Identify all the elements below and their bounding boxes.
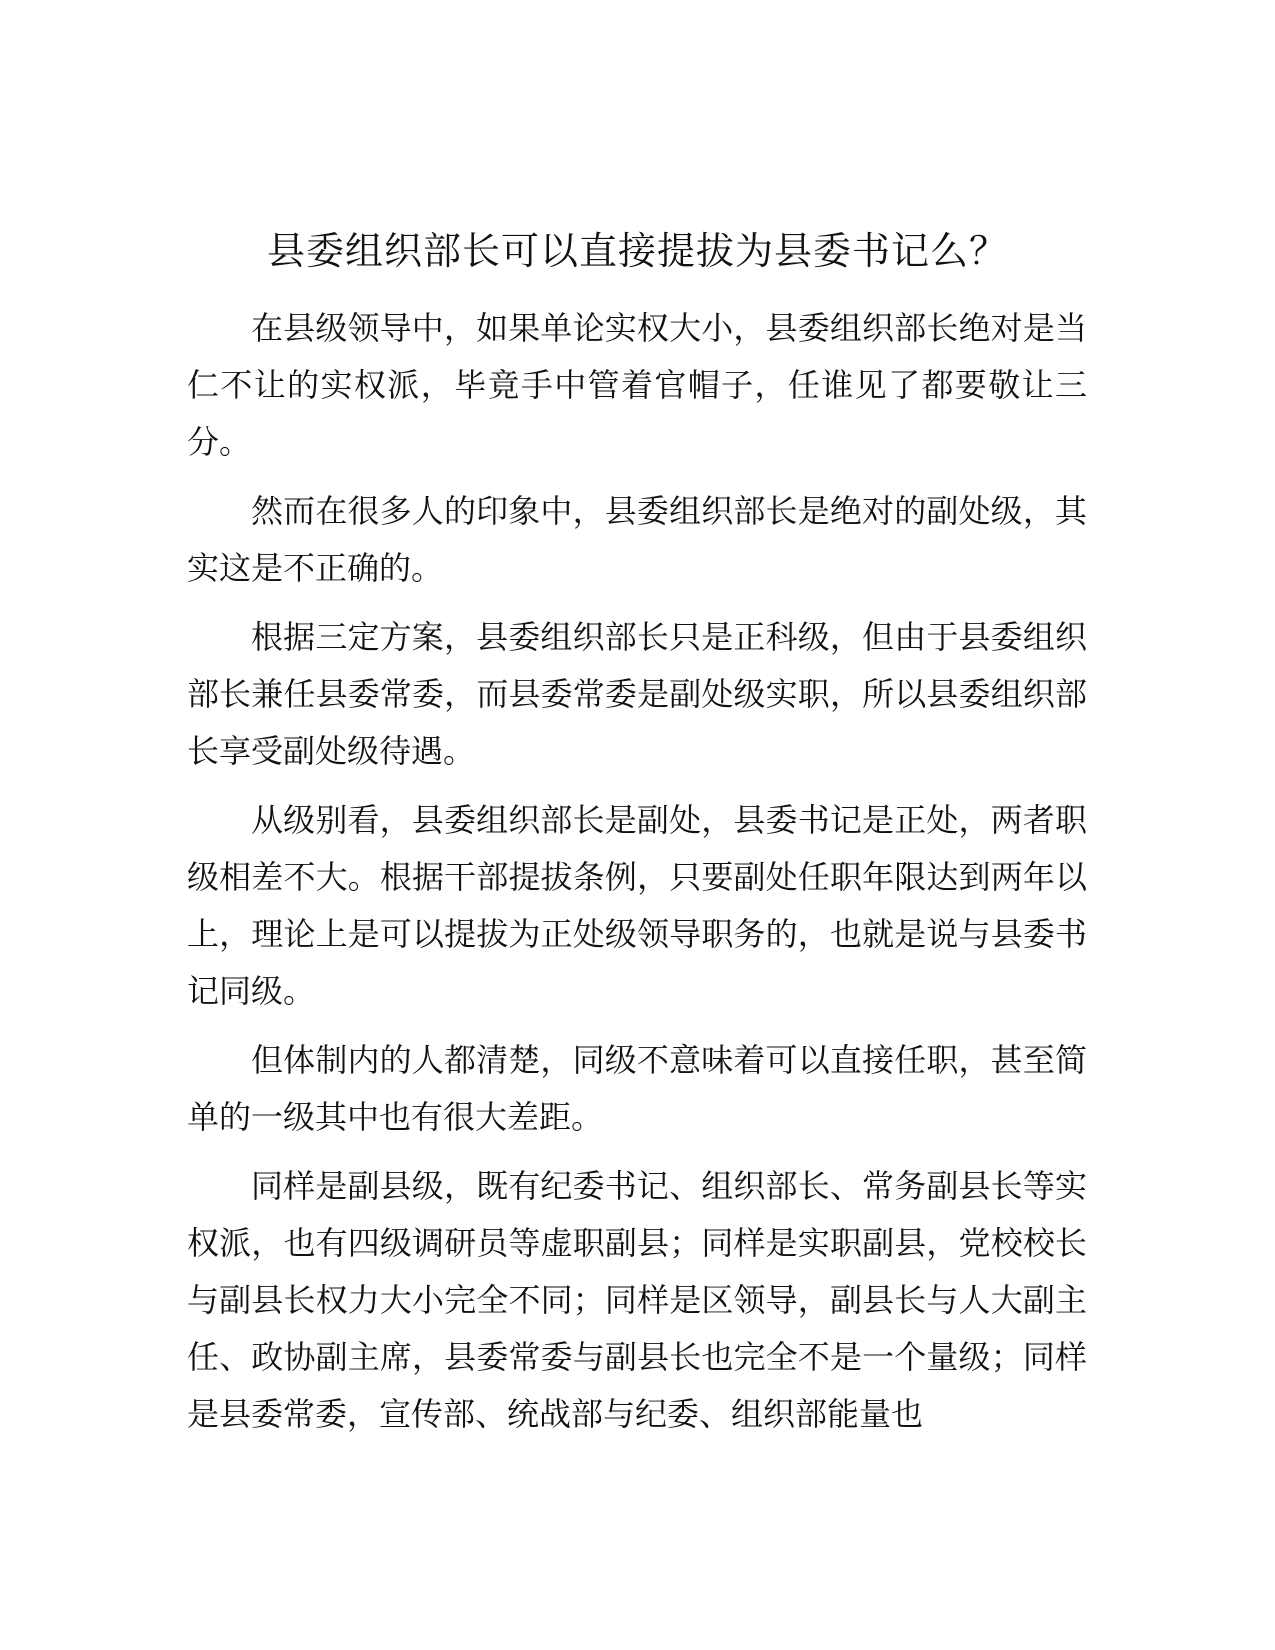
document-body: [187, 300, 1087, 1455]
paragraph: 根据三定方案，县委组织部长只是正科级，但由于县委组织部长兼任县委常委，而县委常委是副处级实职，所以县委组织部长享受副处级待遇。: [187, 618, 1087, 770]
paragraph: 从级别看，县委组织部长是副处，县委书记是正处，两者职级相差不大。根据干部提拔条例，只要副处任职年限达到两年以上，理论上是可以提拔为正处级领导职务的，也就是说与县委书记同级。: [187, 801, 1087, 1010]
paragraph: 在县级领导中，如果单论实权大小，县委组织部长绝对是当仁不让的实权派，毕竟手中管着官帽子，任谁见了都要敬让三分。: [187, 309, 1087, 461]
paragraph: 然而在很多人的印象中，县委组织部长是绝对的副处级，其实这是不正确的。: [187, 492, 1087, 587]
document-title: 县委组织部长可以直接提拔为县委书记么？: [266, 229, 1008, 273]
paragraph: 同样是副县级，既有纪委书记、组织部长、常务副县长等实权派，也有四级调研员等虚职副县；同样是实职副县，党校校长与副县长权力大小完全不同；同样是区领导，副县长与人大副主任、政协副主席，县委常委与副县长也完全不是一个量级；同样是县委常委，宣传部、统战部与纪委、组织部能量也: [187, 1167, 1087, 1433]
paragraph: 但体制内的人都清楚，同级不意味着可以直接任职，甚至简单的一级其中也有很大差距。: [187, 1041, 1087, 1136]
